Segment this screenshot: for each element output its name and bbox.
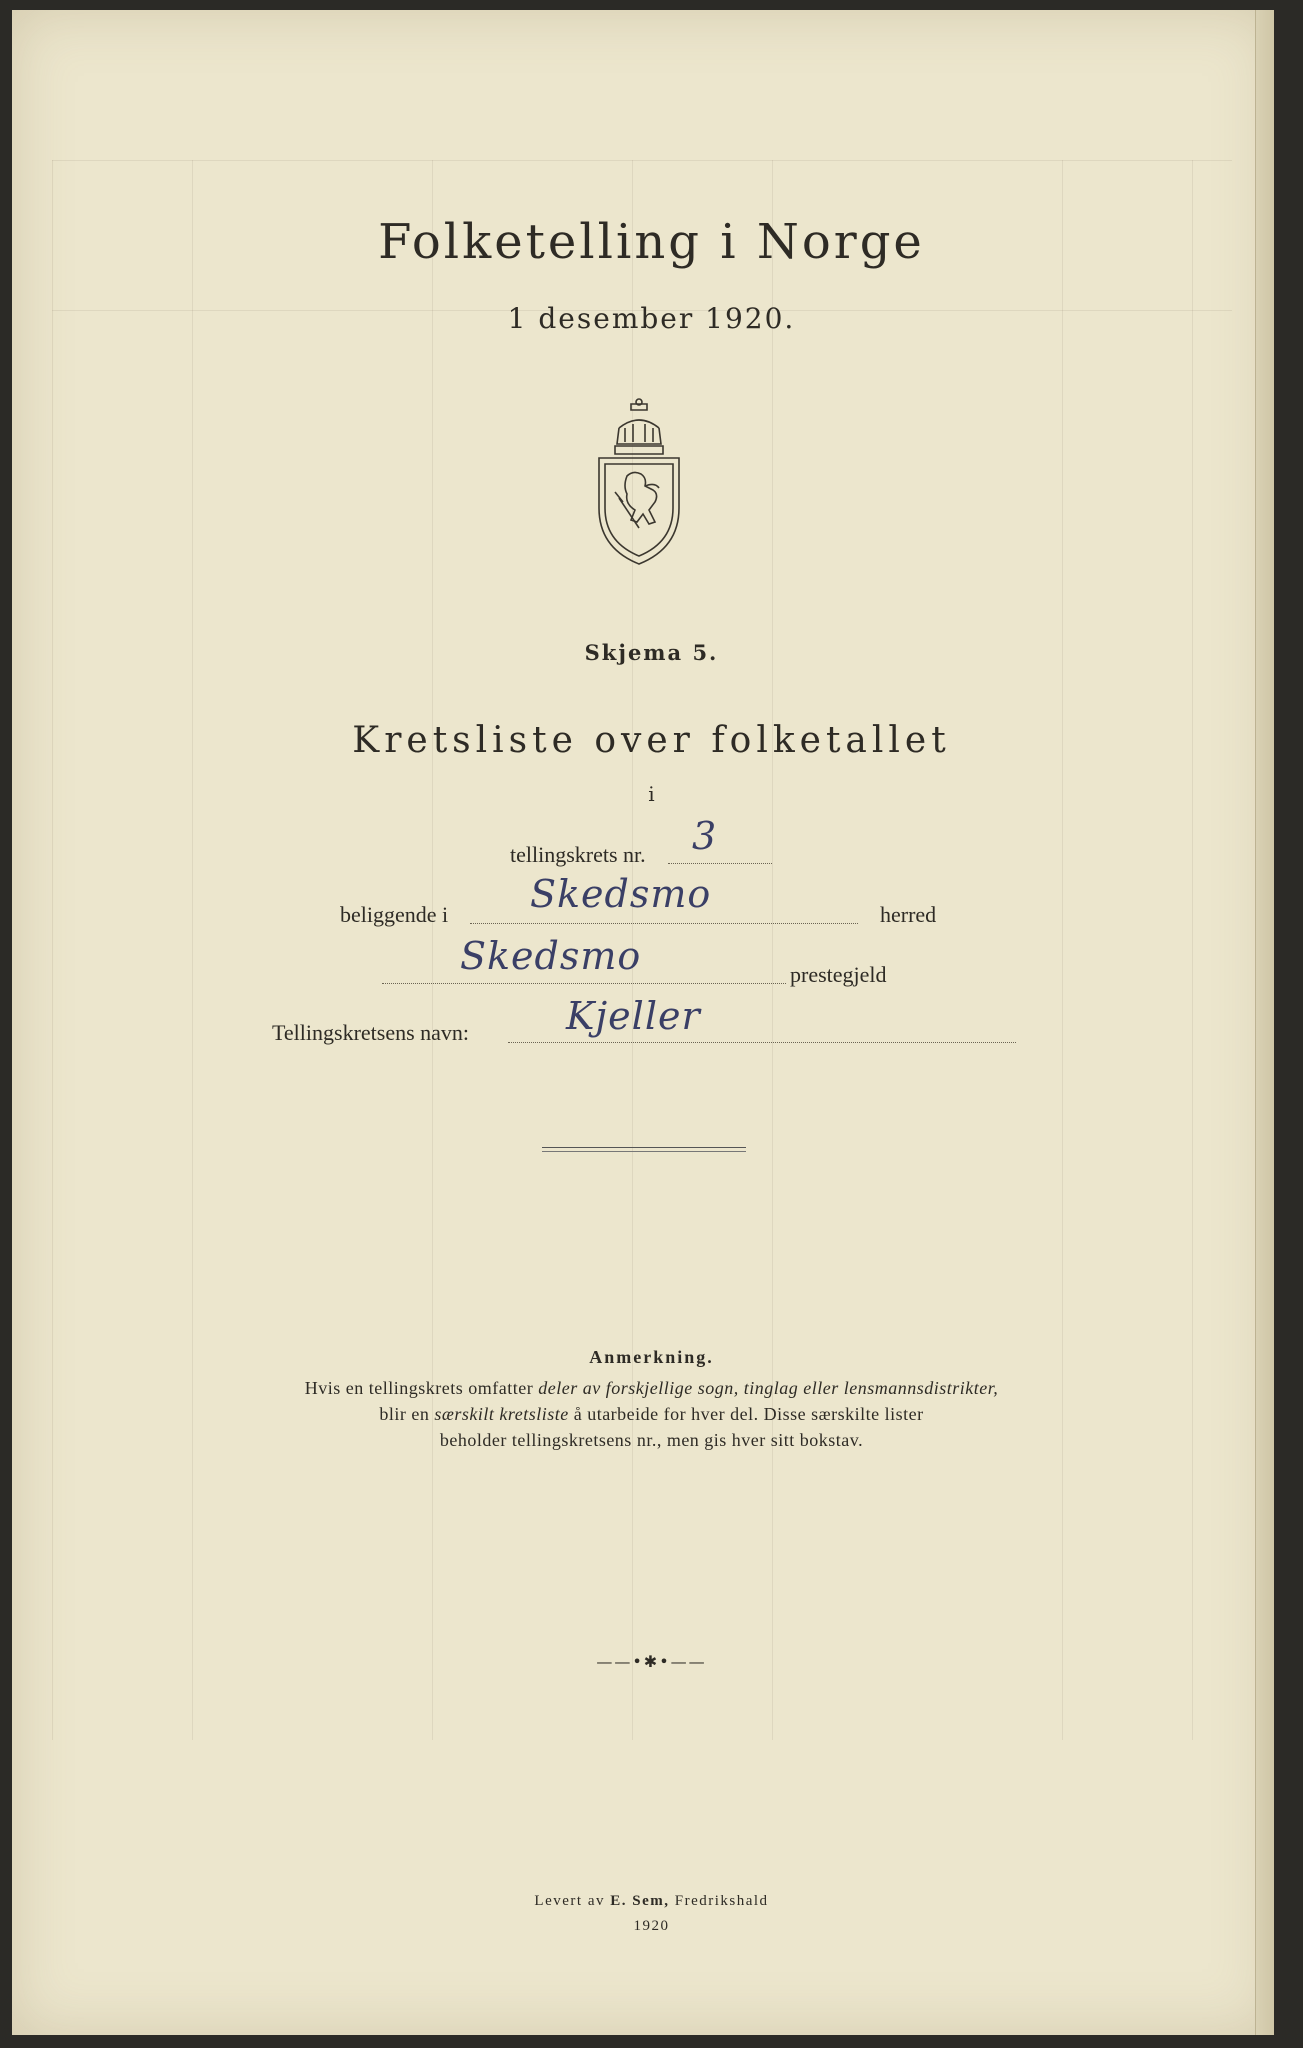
show-through-line — [1192, 160, 1193, 1740]
show-through-line — [772, 160, 773, 1740]
show-through-line — [192, 160, 193, 1740]
show-through-line — [52, 160, 1232, 161]
printer-name: E. Sem, — [610, 1893, 670, 1909]
beliggende-label: beliggende i — [340, 902, 449, 927]
navn-value: Kjeller — [566, 994, 701, 1038]
herred-label: herred — [880, 902, 937, 927]
show-through-line — [52, 160, 53, 1740]
note-line-1 — [0, 1378, 1303, 1399]
note-line-1-a: Hvis en tellingskrets omfatter — [304, 1378, 539, 1398]
tellingskrets-label: tellingskrets nr. — [510, 842, 646, 867]
note-line-2-b: særskilt kretsliste — [434, 1404, 569, 1424]
note-line-1-b: deler av forskjellige sogn, tinglag eller lensmannsdistrikter, — [538, 1378, 999, 1398]
tellingskrets-line — [668, 862, 772, 864]
printer-city: Fredrikshald — [669, 1893, 769, 1909]
note-line-2-c: å utarbeide for hver del. Disse særskilte lister — [568, 1404, 924, 1424]
tellingskrets-value: 3 — [692, 814, 718, 858]
note-title: Anmerkning. — [589, 1347, 714, 1367]
schema-number: Skjema 5. — [584, 640, 719, 665]
printer-prefix: Levert av — [534, 1893, 611, 1909]
note-line-2-a: blir en — [379, 1404, 435, 1424]
show-through-line — [432, 160, 433, 1740]
beliggende-value: Skedsmo — [530, 872, 712, 916]
beliggende-line — [470, 922, 858, 924]
prestegjeld-label: prestegjeld — [790, 962, 887, 987]
connector-word: i — [648, 782, 655, 806]
form-heading: Kretsliste over folketallet — [352, 720, 951, 761]
norwegian-coat-of-arms-icon — [589, 398, 689, 568]
printer-line — [0, 1893, 1303, 1910]
ornament: ——•✱•—— — [596, 1652, 707, 1671]
note-line-2 — [0, 1404, 1303, 1425]
form-title: Folketelling i Norge — [378, 214, 925, 270]
navn-label: Tellingskretsens navn: — [272, 1020, 470, 1045]
form-date: 1 desember 1920. — [507, 302, 796, 335]
note-line-3: beholder tellingskretsens nr., men gis hver sitt bokstav. — [439, 1430, 864, 1450]
prestegjeld-value: Skedsmo — [460, 934, 642, 978]
printer-year: 1920 — [633, 1918, 670, 1934]
prestegjeld-line — [382, 982, 786, 984]
section-divider — [542, 1147, 746, 1152]
navn-line — [508, 1041, 1016, 1043]
show-through-line — [1062, 160, 1063, 1740]
